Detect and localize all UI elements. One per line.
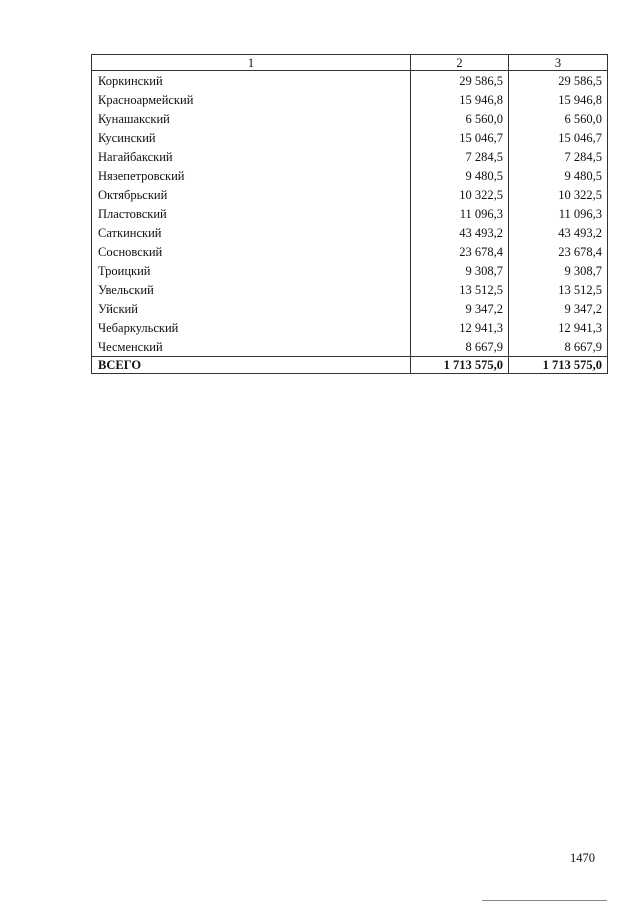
value-col2: 6 560,0 (411, 109, 509, 128)
district-name: Увельский (92, 280, 411, 299)
value-col2: 9 308,7 (411, 261, 509, 280)
value-col2: 8 667,9 (411, 337, 509, 357)
value-col3: 7 284,5 (509, 147, 608, 166)
table-row (92, 147, 608, 166)
table-row (92, 128, 608, 147)
value-col3: 8 667,9 (509, 337, 608, 357)
table-row (92, 166, 608, 185)
footer-divider (482, 900, 607, 901)
table-row (92, 204, 608, 223)
value-col2: 9 480,5 (411, 166, 509, 185)
district-name: Нязепетровский (92, 166, 411, 185)
district-name: Чесменский (92, 337, 411, 357)
table-row (92, 318, 608, 337)
district-name: Пластовский (92, 204, 411, 223)
value-col2: 29 586,5 (411, 71, 509, 91)
district-name: Кунашакский (92, 109, 411, 128)
value-col3: 43 493,2 (509, 223, 608, 242)
table-row (92, 299, 608, 318)
district-name: Красноармейский (92, 90, 411, 109)
table-row (92, 337, 608, 357)
value-col3: 29 586,5 (509, 71, 608, 91)
value-col2: 15 046,7 (411, 128, 509, 147)
value-col3: 6 560,0 (509, 109, 608, 128)
table-row (92, 90, 608, 109)
district-name: Сосновский (92, 242, 411, 261)
table-row (92, 261, 608, 280)
value-col2: 11 096,3 (411, 204, 509, 223)
district-name: Октябрьский (92, 185, 411, 204)
district-name: Нагайбакский (92, 147, 411, 166)
total-col3: 1 713 575,0 (509, 357, 608, 374)
budget-table (91, 54, 608, 374)
value-col3: 15 046,7 (509, 128, 608, 147)
total-row (92, 357, 608, 374)
district-name: Коркинский (92, 71, 411, 91)
value-col3: 10 322,5 (509, 185, 608, 204)
value-col2: 13 512,5 (411, 280, 509, 299)
value-col3: 13 512,5 (509, 280, 608, 299)
value-col3: 9 480,5 (509, 166, 608, 185)
table-row (92, 280, 608, 299)
column-header-1: 1 (92, 55, 411, 71)
table-row (92, 109, 608, 128)
value-col3: 9 308,7 (509, 261, 608, 280)
value-col2: 10 322,5 (411, 185, 509, 204)
page-number: 1470 (570, 851, 595, 865)
total-label: ВСЕГО (92, 357, 411, 374)
district-name: Кусинский (92, 128, 411, 147)
value-col2: 9 347,2 (411, 299, 509, 318)
table-row (92, 185, 608, 204)
district-name: Троицкий (92, 261, 411, 280)
value-col3: 15 946,8 (509, 90, 608, 109)
value-col2: 43 493,2 (411, 223, 509, 242)
table-row (92, 242, 608, 261)
column-header-3: 3 (509, 55, 608, 71)
value-col3: 11 096,3 (509, 204, 608, 223)
table-header-row (92, 55, 608, 71)
value-col2: 15 946,8 (411, 90, 509, 109)
district-name: Саткинский (92, 223, 411, 242)
value-col3: 23 678,4 (509, 242, 608, 261)
district-name: Уйский (92, 299, 411, 318)
value-col2: 7 284,5 (411, 147, 509, 166)
total-col2: 1 713 575,0 (411, 357, 509, 374)
district-name: Чебаркульский (92, 318, 411, 337)
table-row (92, 223, 608, 242)
value-col3: 12 941,3 (509, 318, 608, 337)
value-col2: 23 678,4 (411, 242, 509, 261)
value-col3: 9 347,2 (509, 299, 608, 318)
value-col2: 12 941,3 (411, 318, 509, 337)
column-header-2: 2 (411, 55, 509, 71)
table-row (92, 71, 608, 91)
